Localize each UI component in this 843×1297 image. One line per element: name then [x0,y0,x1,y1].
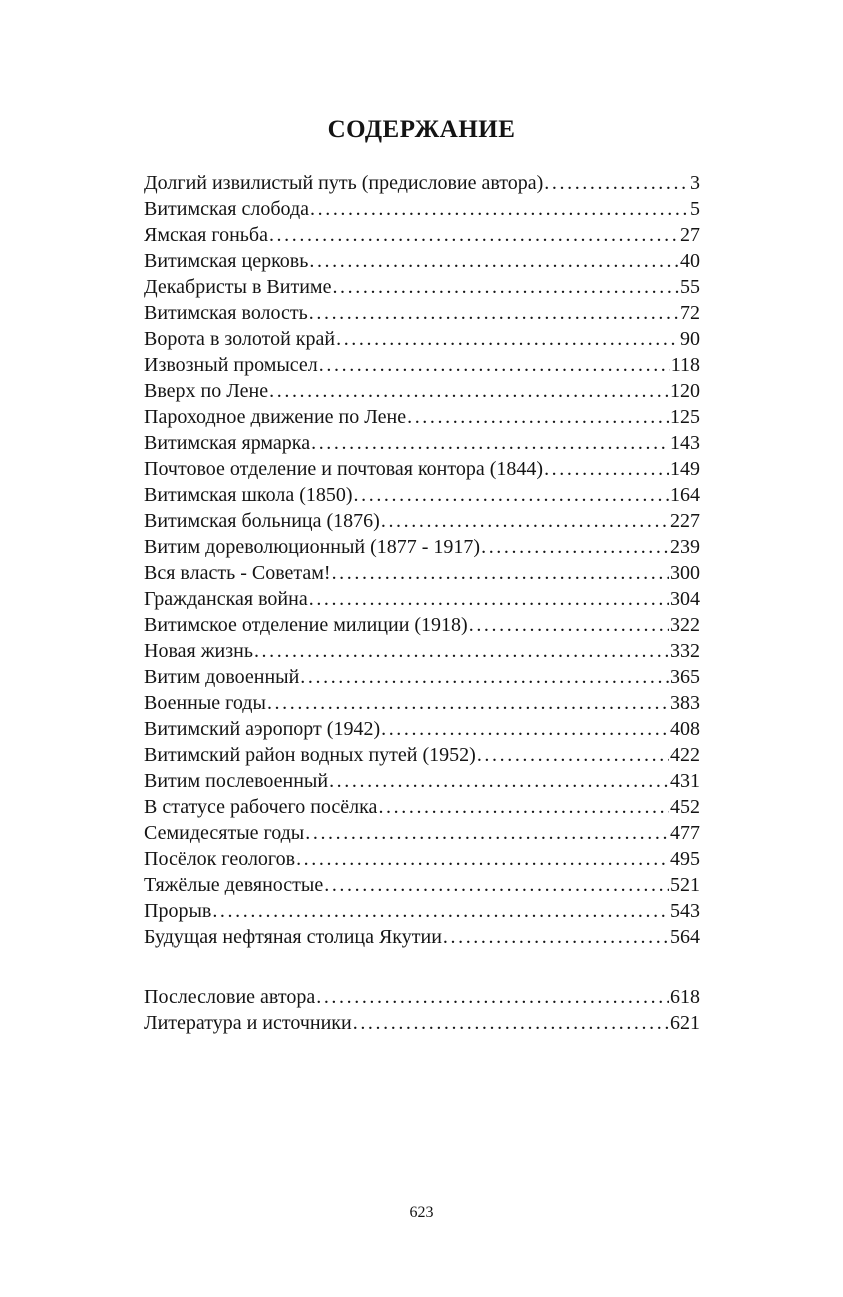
toc-entry-page: 304 [670,588,700,610]
toc-dot-leader [378,794,669,820]
toc-dot-leader [319,352,670,378]
toc-entry-title: Военные годы [144,692,266,714]
toc-dot-leader [212,898,669,924]
toc-entry-page: 120 [670,380,700,402]
toc-entry-title: Новая жизнь [144,640,253,662]
toc-dot-leader [332,274,679,300]
toc-entry [144,638,700,664]
toc-entry-page: 118 [670,354,700,376]
toc-entry-title: Витим довоенный [144,666,300,688]
toc-entry [144,170,700,196]
toc-entry-page: 5 [690,198,700,220]
toc-entry-title: Витим послевоенный [144,770,329,792]
toc-entry-title: Вверх по Лене [144,380,269,402]
toc-entry-page: 322 [670,614,700,636]
toc-entry-page: 422 [670,744,700,766]
toc-dot-leader [296,846,669,872]
toc-entry-title: Витимский район водных путей (1952) [144,744,476,766]
toc-entry-page: 125 [670,406,700,428]
toc-dot-leader [309,248,679,274]
toc-dot-leader [332,560,669,586]
toc-entry-title: Будущая нефтяная столица Якутии [144,926,442,948]
toc-entry [144,326,700,352]
toc-dot-leader [309,586,669,612]
toc-entry-page: 543 [670,900,700,922]
toc-entry-title: В статусе рабочего посёлка [144,796,378,818]
toc-entry [144,248,700,274]
toc-dot-leader [269,378,669,404]
toc-entry [144,430,700,456]
toc-entry-title: Пароходное движение по Лене [144,406,407,428]
toc-entry [144,196,700,222]
toc-entry [144,924,700,950]
toc-entry-title: Извозный промысел [144,354,318,376]
toc-entry [144,664,700,690]
toc-entry-page: 90 [680,328,700,350]
toc-entry-page: 365 [670,666,700,688]
toc-entry-page: 332 [670,640,700,662]
toc-dot-leader [300,664,669,690]
toc-entry-title: Витимский аэропорт (1942) [144,718,381,740]
toc-entry-page: 477 [670,822,700,844]
toc-dot-leader [353,1010,669,1036]
toc-entry [144,742,700,768]
toc-entry [144,898,700,924]
toc-entry-title: Витимское отделение милиции (1918) [144,614,468,636]
toc-entry [144,820,700,846]
toc-dot-leader [329,768,669,794]
toc-dot-leader [310,196,689,222]
toc-entry [144,378,700,404]
toc-entry-title: Витимская больница (1876) [144,510,380,532]
page-title: СОДЕРЖАНИЕ [327,116,516,143]
page-number: 623 [409,1204,434,1221]
toc-entry-page: 149 [670,458,700,480]
toc-dot-leader [481,534,669,560]
toc-entry [144,482,700,508]
toc-entry [144,560,700,586]
toc-entry-page: 40 [680,250,700,272]
toc-entry-title: Семидесятые годы [144,822,305,844]
toc-entry [144,690,700,716]
toc-dot-leader [477,742,669,768]
toc-dot-leader [324,872,669,898]
toc-entry-page: 618 [670,986,700,1008]
toc-entry-title: Прорыв [144,900,212,922]
table-of-contents [144,170,700,950]
toc-entry [144,1010,700,1036]
toc-dot-leader [309,300,679,326]
toc-dot-leader [269,222,679,248]
toc-dot-leader [381,716,669,742]
toc-entry [144,984,700,1010]
toc-entry [144,274,700,300]
toc-dot-leader [544,456,669,482]
toc-entry-title: Посёлок геологов [144,848,296,870]
toc-entry [144,404,700,430]
toc-entry-title: Ямская гоньба [144,224,268,246]
toc-entry [144,534,700,560]
toc-entry-title: Витимская волость [144,302,308,324]
toc-dot-leader [316,984,669,1010]
table-of-contents-back-matter [144,984,700,1036]
toc-dot-leader [305,820,669,846]
toc-dot-leader [267,690,669,716]
toc-entry-page: 383 [670,692,700,714]
toc-entry [144,872,700,898]
toc-entry-page: 227 [670,510,700,532]
toc-entry [144,300,700,326]
toc-entry-page: 564 [670,926,700,948]
toc-entry-title: Витимская ярмарка [144,432,311,454]
toc-entry-page: 300 [670,562,700,584]
toc-entry [144,794,700,820]
toc-entry-title: Витимская школа (1850) [144,484,353,506]
toc-dot-leader [407,404,669,430]
toc-entry [144,352,700,378]
toc-entry-title: Вся власть - Советам! [144,562,331,584]
toc-dot-leader [381,508,669,534]
toc-entry-page: 3 [690,172,700,194]
toc-entry-title: Ворота в золотой край [144,328,336,350]
toc-entry-title: Литература и источники [144,1012,352,1034]
toc-entry-page: 621 [670,1012,700,1034]
toc-dot-leader [336,326,679,352]
toc-entry-title: Гражданская война [144,588,308,610]
toc-entry-page: 27 [680,224,700,246]
toc-entry [144,456,700,482]
toc-entry [144,586,700,612]
toc-dot-leader [469,612,669,638]
toc-entry-title: Декабристы в Витиме [144,276,332,298]
toc-entry-title: Витимская слобода [144,198,310,220]
toc-entry [144,716,700,742]
toc-entry-page: 143 [670,432,700,454]
toc-entry [144,846,700,872]
toc-entry-page: 452 [670,796,700,818]
toc-entry-title: Витимская церковь [144,250,309,272]
toc-entry-title: Витим дореволюционный (1877 - 1917) [144,536,481,558]
toc-entry [144,612,700,638]
toc-entry [144,222,700,248]
toc-entry-page: 239 [670,536,700,558]
toc-entry-page: 55 [680,276,700,298]
toc-entry-page: 72 [680,302,700,324]
toc-dot-leader [311,430,669,456]
toc-entry-page: 431 [670,770,700,792]
toc-entry-title: Тяжёлые девяностые [144,874,324,896]
toc-entry-page: 495 [670,848,700,870]
toc-dot-leader [354,482,669,508]
toc-entry-page: 521 [670,874,700,896]
toc-entry [144,508,700,534]
toc-dot-leader [443,924,669,950]
toc-entry-title: Послесловие автора [144,986,316,1008]
toc-entry [144,768,700,794]
toc-entry-title: Почтовое отделение и почтовая контора (1844) [144,458,544,480]
toc-entry-page: 164 [670,484,700,506]
toc-entry-title: Долгий извилистый путь (предисловие автора) [144,172,544,194]
toc-entry-page: 408 [670,718,700,740]
toc-dot-leader [254,638,669,664]
toc-dot-leader [544,170,689,196]
